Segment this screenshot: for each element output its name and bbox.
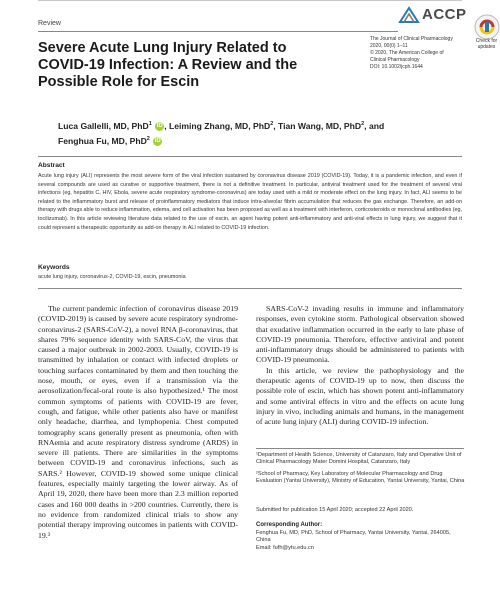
keywords-heading: Keywords: [38, 264, 70, 271]
author-name[interactable]: Leiming Zhang, MD, PhD: [168, 120, 271, 131]
corresponding-author: [256, 530, 466, 552]
meta-line: The Journal of Clinical Pharmacology: [370, 36, 453, 42]
author-separator: ,: [273, 120, 276, 131]
corresponding-heading: Corresponding Author:: [256, 522, 323, 528]
abstract-rule: [38, 156, 462, 157]
keywords-text: acute lung injury, coronavirus-2, COVID-19, escin, pneumonia: [38, 274, 186, 280]
abstract-heading: Abstract: [38, 162, 65, 169]
body-column-left: [38, 304, 238, 541]
meta-line: Clinical Pharmacology: [370, 57, 420, 63]
accp-logo-mark-icon: [398, 6, 420, 24]
journal-meta: [370, 36, 480, 71]
body-paragraph: In this article, we review the pathophysiology and the therapeutic agents of COVID-19 up to now, then discuss the possible role of escin, which has shown potent anti-inflammatory and some antiviral effects in vitro and the effects on acute lung injury in vivo, including animals and humans, in the management of acute lung injury (ALI) during COVID-19 infection.: [256, 365, 464, 427]
logo-text: ACCP: [422, 6, 467, 23]
orcid-icon[interactable]: iD: [156, 123, 163, 130]
author-list: [58, 118, 458, 148]
meta-line: 2020, 00(0) 1–11: [370, 43, 408, 49]
submission-dates: Submitted for publication 15 April 2020; accepted 22 April 2020.: [256, 507, 414, 513]
author-name[interactable]: Luca Gallelli, MD, PhD: [58, 120, 149, 131]
doi-link[interactable]: DOI: 10.1002/jcph.1644: [370, 64, 423, 70]
badge-label: Check for updates: [475, 38, 498, 50]
author-affil-sup: 2: [361, 121, 365, 127]
author-affil-sup: 2: [146, 135, 150, 142]
author-affil-sup: 2: [270, 121, 274, 127]
keywords-rule: [38, 288, 462, 289]
author-separator: , and: [364, 120, 385, 131]
affiliation-rule: [256, 448, 464, 449]
body-column-right: [256, 304, 464, 428]
top-divider: [38, 0, 462, 1]
affiliations: [256, 452, 466, 490]
body-paragraph: SARS-CoV-2 invading results in immune and inflammatory responses, even cytokine storm. Pathological observation showed that exudative inflammation occurred in the early to late phase of COVID-19 pneumonia. Therefore, effective antiviral and potent anti-inflammatory drugs should be administered to patients with COVID-19 pneumonia.: [256, 304, 464, 365]
body-paragraph: The current pandemic infection of coronavirus disease 2019 (COVID-2019) is caused by severe acute respiratory syndrome-coronavirus-2 (SARS-CoV-2), a novel RNA β-coronavirus, that shares 79% sequence identity with SARS-CoV, the virus that caused a major outbreak in 2002-2003. Usually, COVID-19 is transmitted by inhalation or contact with infected droplets or touching surfaces contaminated by them and then touching the nose, mouth, or eyes, even if a transmission via the aerosolization/fecal-oral route is also hypothesized.¹ The most common symptoms of patients with COVID-19 are fever, cough, and fatigue, while other patients also have or manifest only headache, diarrhea, and lymphopenia. Chest computed tomography scans generally present as pneumonia, often with RNAemia and acute respiratory distress syndrome (ARDS) in severe ill patients. There are similarities in the symptoms between COVID-19 and coronavirus infections, such as SARS.² However, COVID-19 showed some unique clinical features, especially mainly targeting the lower airway. As of April 19, 2020, there have been more than 2.3 million reported cases and 160 000 deaths in >200 countries. Currently, there is no evidence from randomized clinical trials to show any potential therapy improving outcomes in patients with COVID-19.³: [38, 304, 238, 540]
corresponding-address: Fenghua Fu, MD, PhD, School of Pharmacy, Yantai University, Yantai, 264005, China: [256, 530, 451, 544]
author-name[interactable]: Tian Wang, MD, PhD: [278, 120, 362, 131]
affiliation-item: ¹Department of Health Science, University of Catanzaro, Italy and Operative Unit of Clinical Pharmacology Mater Domini Hospital, Catanzaro, Italy: [256, 452, 462, 466]
article-title: Severe Acute Lung Injury Related to COVID-19 Infection: A Review and the Possible Role for Escin: [38, 40, 298, 90]
meta-line: © 2020, The American College of: [370, 50, 444, 56]
author-separator: ,: [164, 120, 167, 131]
author-affil-sup: 1: [148, 121, 152, 127]
header-rule: [38, 31, 398, 32]
journal-logo[interactable]: [398, 4, 470, 26]
section-label: Review: [38, 20, 61, 27]
orcid-icon[interactable]: iD: [154, 137, 161, 144]
abstract-text: Acute lung injury (ALI) represents the most severe form of the viral infection sustained by coronavirus disease 2019 (COVID-19). Today, it is a pandemic infection, and even if several compounds are used as curative or supportive treatment, there is not a definitive treatment. In particular, antiviral treatment used for the treatment of several viral infections (eg, hepatitis C, HIV, Ebola, severe acute respiratory syndrome-coronavirus) are today used with a mild or moderate effect on the lung injury. In fact, ALI seems to be related to the inflammatory burst and release of proinflammatory mediators that induce intra-alveolar fibrin accumulation that reduces the gas exchange. Therefore, an add-on therapy with drugs able to reduce inflammation, edema, and cell activation has been proposed as well as a treatment with interferon, corticosteroids or monoclonal antibodies (eg, tocilizumab). In this article reviewing literature data related to the use of escin, an agent having potent anti-inflammatory and anti-viral effects in lung injury, we suggest that it could represent a therapeutic opportunity as add-on therapy in ALI related to COVID-19 infection.: [38, 173, 462, 231]
corresponding-email[interactable]: Email: fufh@ytu.edu.cn: [256, 544, 314, 551]
affiliation-item: ²School of Pharmacy, Key Laboratory of Molecular Pharmacology and Drug Evaluation (Yantai University), Ministry of Education, Yantai University, Yantai, China: [256, 470, 465, 485]
author-name[interactable]: Fenghua Fu, MD, PhD: [58, 135, 147, 146]
